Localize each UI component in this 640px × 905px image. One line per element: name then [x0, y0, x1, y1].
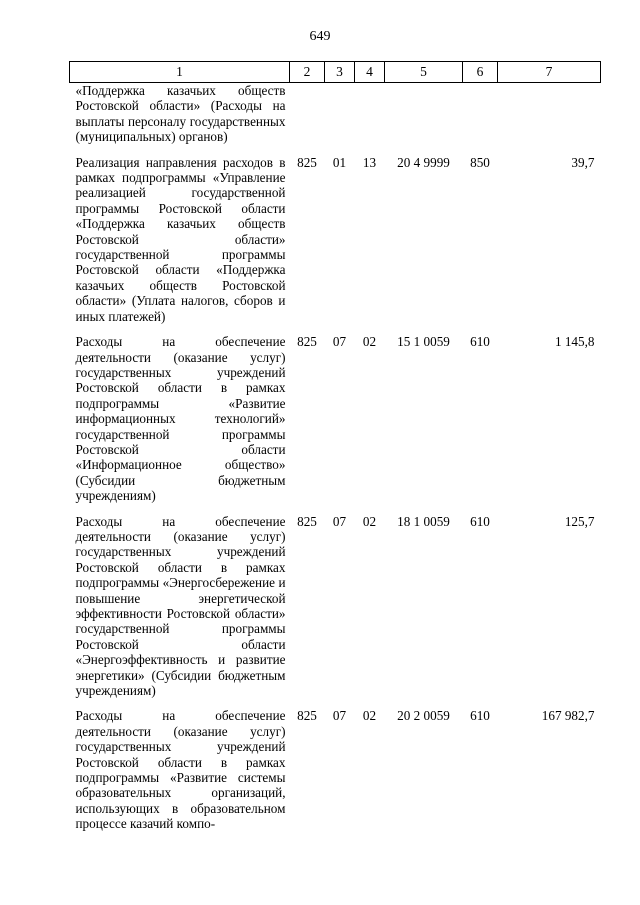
row-subsection-code: 13 [362, 154, 377, 170]
row-amount: 167 982,7 [541, 708, 595, 724]
row-amount [498, 83, 601, 145]
row-target-code: 18 1 0059 [397, 513, 450, 529]
row-amount: 39,7 [571, 154, 595, 170]
table-row [70, 698, 601, 831]
row-description: Расходы на обеспечение деятельности (оказание услуг) государственных учреждений Ростовской области в рамках подпрограммы «Энергосбережение и повышение энергетической эффективности Ростовской области» государственной программы Ростовской области «Энергоэффективность и развитие энергетики» (Субсидии бюджетным учреждениям) [75, 513, 286, 699]
row-expense-type: 610 [470, 334, 490, 350]
row-expense-type: 610 [470, 513, 490, 529]
row-subsection-code [355, 83, 385, 145]
table-row [70, 145, 601, 324]
header-row [70, 62, 601, 83]
row-ministry-code: 825 [297, 154, 317, 170]
row-description: Расходы на обеспечение деятельности (оказание услуг) государственных учреждений Ростовской области в рамках подпрограммы «Развитие информационных технологий» государственной программы Ростовской области «Информационное общество» (Субсидии бюджетным учреждениям) [75, 334, 286, 504]
row-description: Реализация направления расходов в рамках подпрограммы «Управление реализацией государственной программы Ростовской области «Поддержка казачьих обществ Ростовской области» государственной программы Ростовской области «Поддержка казачьих обществ Ростовской области» (Уплата налогов, сборов и иных платежей) [75, 154, 286, 324]
header-col-1: 1 [70, 62, 290, 83]
row-expense-type: 610 [470, 708, 490, 724]
header-col-4: 4 [355, 62, 385, 83]
page-number: 649 [309, 29, 331, 44]
row-expense-type: 850 [470, 154, 490, 170]
row-target-code [385, 83, 463, 145]
row-amount: 125,7 [564, 513, 595, 529]
table-row [70, 83, 601, 145]
row-subsection-code: 02 [362, 513, 377, 529]
row-subsection-code: 02 [362, 708, 377, 724]
row-description: «Поддержка казачьих обществ Ростовской области» (Расходы на выплаты персоналу государственных (муниципальных) органов) [75, 83, 286, 145]
row-section-code: 07 [332, 513, 347, 529]
row-ministry-code: 825 [297, 513, 317, 529]
header-col-5: 5 [385, 62, 463, 83]
row-ministry-code: 825 [297, 708, 317, 724]
table-row [70, 324, 601, 503]
table-row [70, 504, 601, 699]
row-target-code: 20 4 9999 [397, 154, 450, 170]
row-section-code: 01 [332, 154, 347, 170]
table-header [70, 62, 601, 83]
header-col-7: 7 [498, 62, 601, 83]
row-subsection-code: 02 [362, 334, 377, 350]
row-target-code: 20 2 0059 [397, 708, 450, 724]
header-col-3: 3 [325, 62, 355, 83]
header-col-6: 6 [463, 62, 498, 83]
row-amount: 1 145,8 [554, 334, 595, 350]
row-target-code: 15 1 0059 [397, 334, 450, 350]
row-ministry-code [290, 83, 325, 145]
row-section-code [325, 83, 355, 145]
row-expense-type [463, 83, 498, 145]
row-section-code: 07 [332, 334, 347, 350]
table-body [70, 83, 601, 832]
header-col-2: 2 [290, 62, 325, 83]
row-ministry-code: 825 [297, 334, 317, 350]
row-description: Расходы на обеспечение деятельности (оказание услуг) государственных учреждений Ростовской области в рамках подпрограммы «Развитие системы образовательных организаций, использующих в образовательном процессе казачий компо- [75, 708, 286, 832]
budget-table [69, 61, 601, 832]
row-section-code: 07 [332, 708, 347, 724]
